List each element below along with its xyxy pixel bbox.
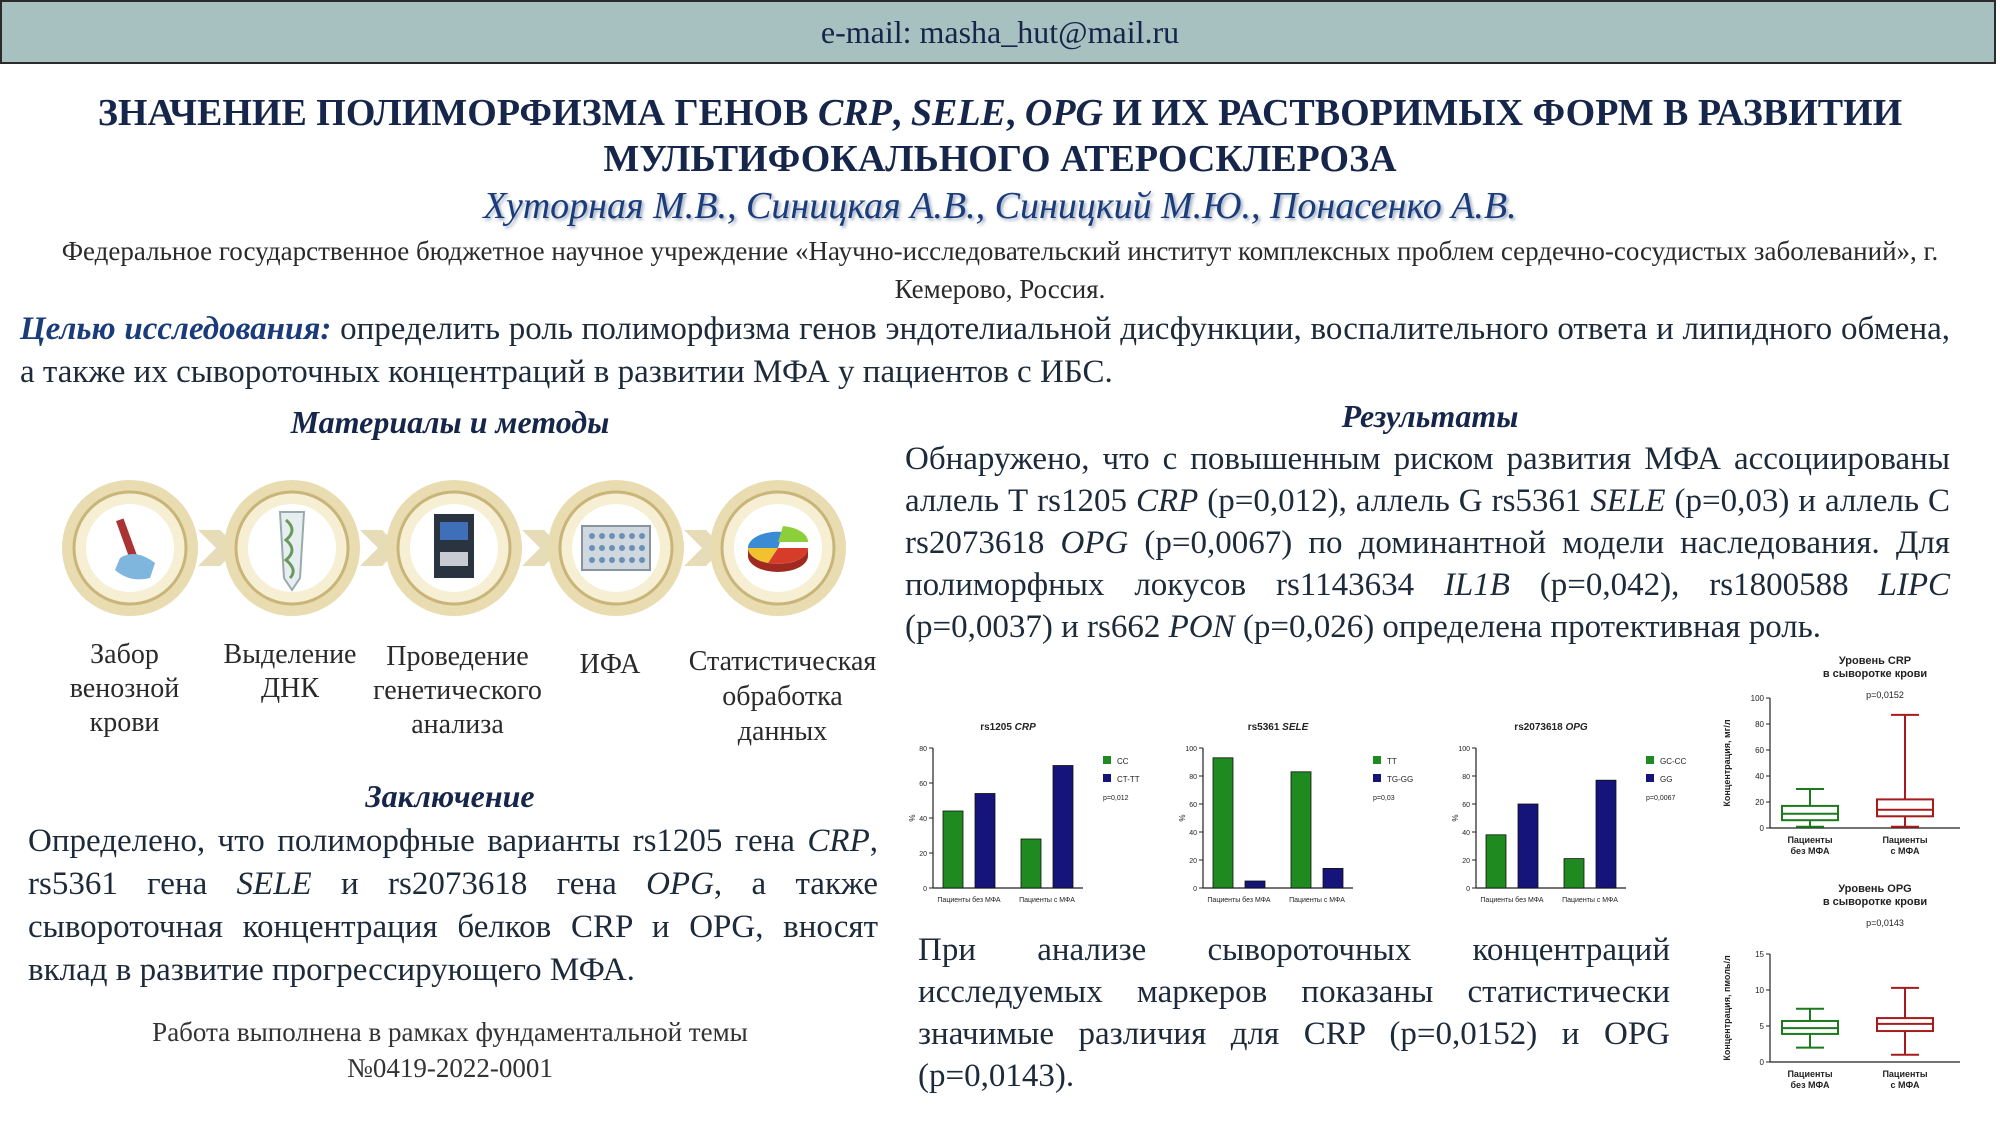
concentration-paragraph: При анализе сывороточных концентраций исследуемых маркеров показаны статистически значимые различия для CRP (p=0,0152) и OPG (p=0,0143). [918,932,1670,1094]
boxplot-crp [1712,652,1997,874]
text-segment: Определено, что полиморфные варианты rs1205 гена [28,823,808,859]
p-value: p=0,0067 [1646,795,1676,802]
y-tick-label: 80 [1755,720,1764,729]
conclusion-paragraph [28,820,878,992]
text-segment: , rs5361 гена [28,823,878,902]
bar [1564,859,1584,888]
bar [1518,804,1538,888]
x-tick-label: Пациенты без МФА [937,897,1001,904]
chart-title-prefix: rs2073618 [1514,722,1566,733]
dna-tube-icon [224,480,360,616]
chart-title: Уровень CRP в сыворотке крови [1822,655,1928,680]
bar [975,794,995,889]
y-tick-label: 5 [1759,1022,1764,1031]
box [1877,799,1933,816]
chart-title-gene: SELE [1282,722,1309,733]
legend-label: GC-CC [1660,757,1687,766]
conclusion-title: Заключение [365,778,535,814]
step-label-elisa: ИФА [579,649,641,680]
step-label-stats: Статистическая обработка данных [688,646,877,747]
legend-label: GG [1660,775,1673,784]
title-sep: , [1005,92,1025,134]
legend-swatch [1103,774,1111,782]
p-value: p=0,0143 [1866,918,1904,928]
y-axis-label: Концентрация, мг/л [1722,719,1732,807]
legend-swatch [1373,756,1381,764]
y-tick-label: 40 [1755,772,1764,781]
genetic-analyzer-icon [386,480,522,616]
pie-chart-icon [710,480,846,616]
text-segment: (p=0,012), аллель G rs5361 [1198,483,1591,519]
y-tick-label: 60 [1755,746,1764,755]
bar [1323,868,1343,888]
results-title: Результаты [1341,398,1519,434]
text-segment: Обнаружено, что с повышенным риском развития МФА ассоциированы аллель Т rs1205 [905,441,1950,519]
chart-title-prefix: rs1205 [980,722,1015,733]
y-tick-label: 0 [1759,824,1764,833]
y-tick-label: 60 [1189,802,1197,809]
title-gene-crp: CRP [817,92,892,134]
y-tick-label: 100 [1750,694,1764,703]
aim-paragraph [20,308,1950,394]
bar [1486,835,1506,888]
bar [1053,766,1073,889]
legend-swatch [1646,774,1654,782]
text-segment: (p=0,0067) по доминантной модели наследования. Для полиморфных локусов rs1143634 [905,525,1950,603]
x-tick-label: Пациенты с МФА [1882,1069,1928,1090]
legend-label: CC [1117,757,1129,766]
title-gene-sele: SELE [910,92,1006,134]
text-segment: (p=0,026) определена протективная роль. [1234,609,1822,645]
blood-tube-icon [62,480,198,616]
chart-title [1514,722,1588,733]
y-tick-label: 40 [919,816,927,823]
x-tick-label: Пациенты без МФА [1787,835,1833,856]
y-tick-label: 15 [1755,950,1764,959]
gene-name: PON [1168,609,1235,645]
text-segment: (p=0,042), rs1800588 [1509,567,1879,603]
y-tick-label: 0 [1466,886,1470,893]
methods-flow [50,460,850,630]
step-label-blood: Забор венозной крови [69,639,180,738]
bar [1291,772,1311,888]
funding-note: Работа выполнена в рамках фундаментальной темы №0419-2022-0001 [152,1017,748,1083]
bar-chart-rs2073618 [1448,712,1710,912]
aim-label: Целью исследования: [20,311,332,347]
gene-name: CRP [807,823,870,859]
chart-title-gene: OPG [1565,722,1588,733]
x-tick-label: Пациенты без МФА [1787,1069,1833,1090]
bar [1596,780,1616,888]
y-axis-label: % [1178,814,1187,822]
text-segment: (p=0,0037) и rs662 [905,609,1169,645]
legend-swatch [1103,756,1111,764]
chart-title [980,722,1036,733]
y-axis-label: Концентрация, пмоль/л [1722,955,1732,1061]
step-label-genetic: Проведение генетического анализа [373,641,542,740]
y-tick-label: 80 [1462,774,1470,781]
bar-chart-rs1205 [905,712,1170,912]
x-tick-label: Пациенты без МФА [1207,897,1271,904]
y-tick-label: 20 [1755,798,1764,807]
boxplot-opg [1712,880,1997,1120]
contact-email[interactable]: e-mail: masha_hut@mail.ru [820,14,1180,50]
x-tick-label: Пациенты без МФА [1480,897,1544,904]
y-axis-label: % [1451,814,1460,822]
gene-name: IL1B [1443,567,1510,603]
chart-title: Уровень OPG в сыворотке крови [1822,883,1928,908]
y-tick-label: 20 [919,851,927,858]
gene-name: OPG [646,866,714,902]
p-value: p=0,012 [1103,795,1129,802]
text-segment: , а также сывороточная концентрация белков CRP и OPG, вносят вклад в развитие прогрессирующего МФА. [28,866,878,988]
y-tick-label: 20 [1462,858,1470,865]
legend-swatch [1646,756,1654,764]
chart-title-prefix: rs5361 [1247,722,1283,733]
gene-name: SELE [236,866,312,902]
chart-title-gene: CRP [1014,722,1036,733]
y-tick-label: 20 [1189,858,1197,865]
title-part: И ИХ РАСТВОРИМЫХ ФОРМ В РАЗВИТИИ МУЛЬТИФОКАЛЬНОГО АТЕРОСКЛЕРОЗА [603,92,1903,180]
affiliation: Федеральное государственное бюджетное научное учреждение «Научно-исследовательский институт комплексных проблем сердечно-сосудистых заболеваний», г. Кемерово, Россия. [61,236,1939,304]
x-tick-label: Пациенты с МФА [1019,897,1075,904]
legend-label: TT [1387,757,1397,766]
title-sep: , [891,92,911,134]
legend-swatch [1373,774,1381,782]
y-tick-label: 60 [919,781,927,788]
gene-name: CRP [1135,483,1199,519]
y-tick-label: 0 [923,886,927,893]
y-tick-label: 60 [1462,802,1470,809]
y-tick-label: 80 [919,746,927,753]
p-value: p=0,03 [1373,795,1395,802]
y-tick-label: 80 [1189,774,1197,781]
gene-name: SELE [1590,483,1666,519]
title-gene-opg: OPG [1024,92,1103,134]
p-value: p=0,0152 [1866,690,1904,700]
bar [1021,839,1041,888]
text-segment: и rs2073618 гена [311,866,647,902]
bar [1213,758,1233,888]
y-tick-label: 0 [1193,886,1197,893]
results-paragraph [905,438,1950,648]
x-tick-label: Пациенты с МФА [1562,897,1618,904]
legend-label: TG-GG [1387,775,1414,784]
y-axis-label: % [908,814,917,822]
y-tick-label: 40 [1462,830,1470,837]
bar [1245,881,1265,888]
y-tick-label: 100 [1458,746,1470,753]
text-segment: (p=0,03) и аллель С rs2073618 [905,483,1950,561]
poster-title [40,90,1960,182]
x-tick-label: Пациенты с МФА [1289,897,1345,904]
bar-chart-rs5361 [1175,712,1445,912]
bar [943,811,963,888]
step-label-dna: Выделение ДНК [223,639,357,704]
methods-title: Материалы и методы [290,404,610,440]
y-tick-label: 0 [1759,1058,1764,1067]
gene-name: OPG [1060,525,1129,561]
chart-title [1248,722,1309,733]
x-tick-label: Пациенты с МФА [1882,835,1928,856]
y-tick-label: 40 [1189,830,1197,837]
y-tick-label: 10 [1755,986,1764,995]
elisa-plate-icon [548,480,684,616]
y-tick-label: 100 [1185,746,1197,753]
authors: Хуторная М.В., Синицкая А.В., Синицкий М.Ю., Понасенко А.В. [483,185,1517,227]
aim-text: определить роль полиморфизма генов эндотелиальной дисфункции, воспалительного ответа и липидного обмена, а также их сывороточных концентраций в развитии МФА у пациентов с ИБС. [20,311,1951,390]
gene-name: LIPC [1878,567,1950,603]
legend-label: CT-TT [1117,775,1140,784]
title-part: ЗНАЧЕНИЕ ПОЛИМОРФИЗМА ГЕНОВ [97,92,818,134]
